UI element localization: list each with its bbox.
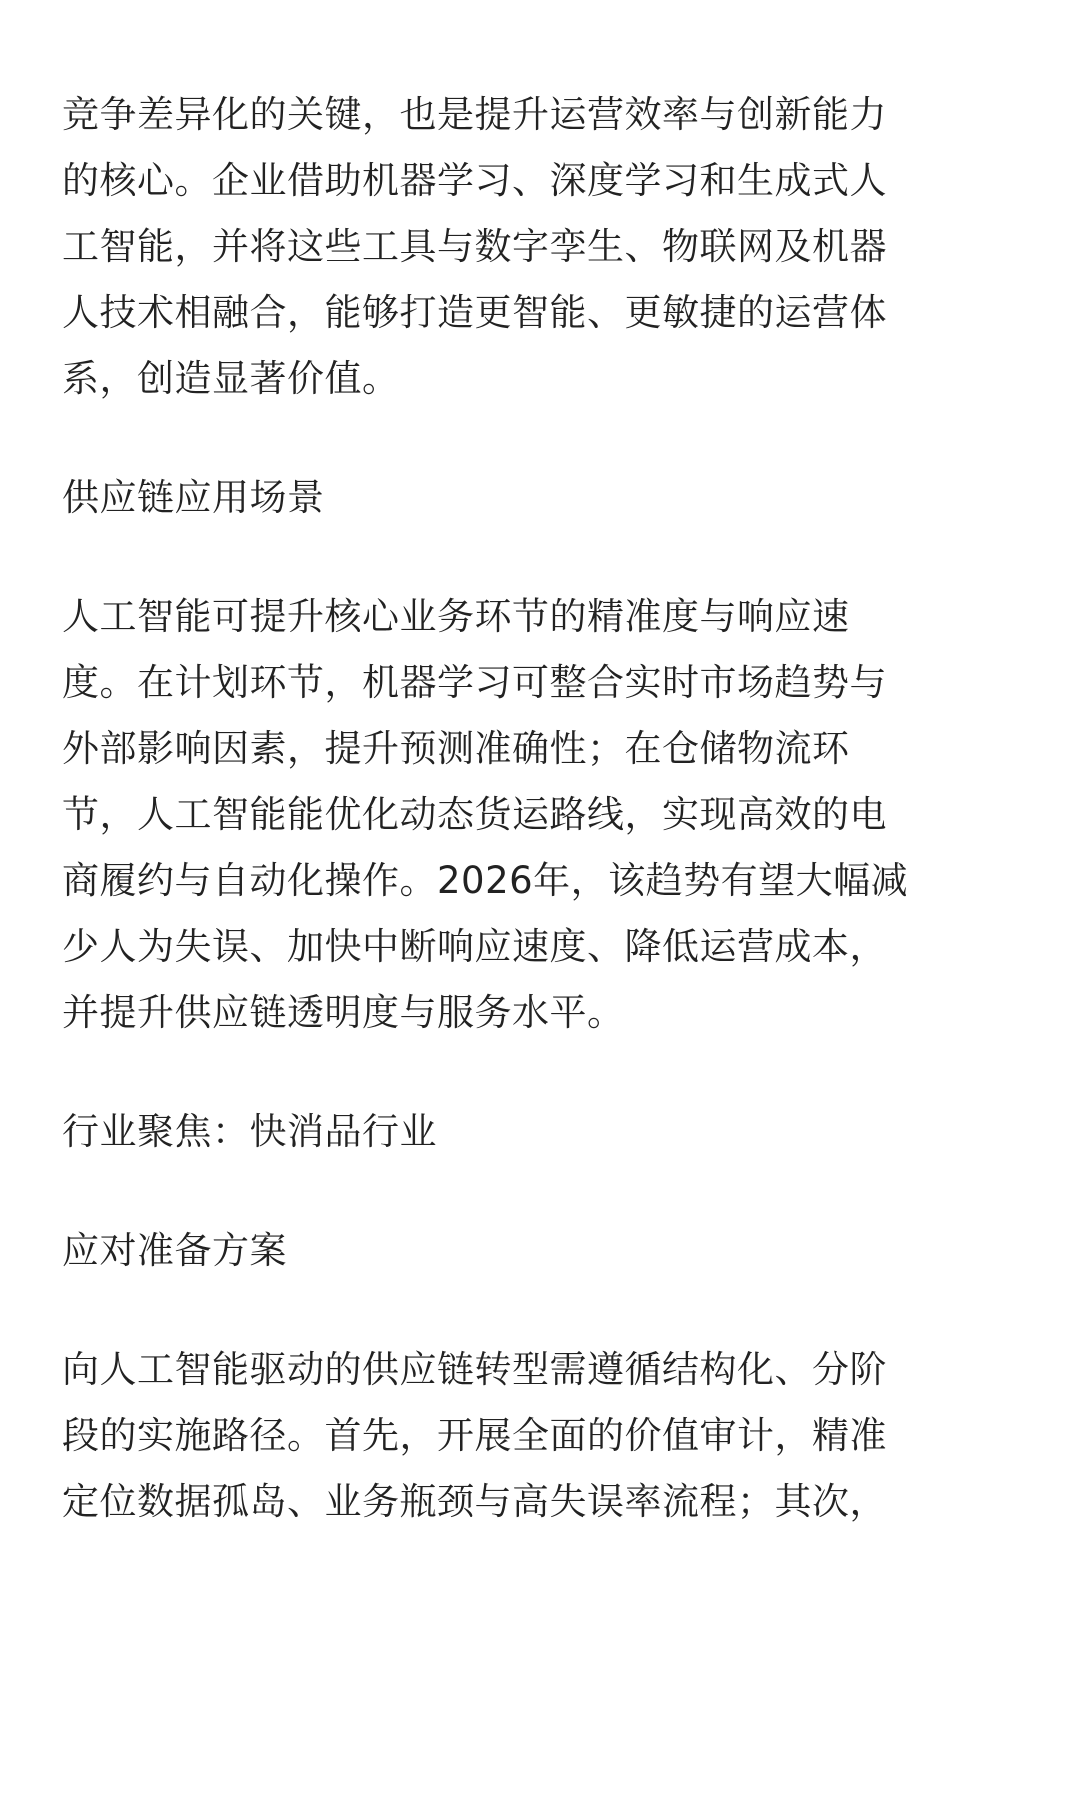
text-line: 工智能，并将这些工具与数字孪生、物联网及机器 — [62, 225, 887, 268]
text-line: 商履约与自动化操作。2026年，该趋势有望大幅减 — [62, 859, 909, 902]
heading-text: 行业聚焦：快消品行业 — [62, 1110, 437, 1153]
text-line: 系，创造显著价值。 — [62, 357, 400, 400]
text-line: 外部影响因素，提升预测准确性；在仓储物流环 — [62, 727, 850, 770]
paragraph-transformation — [62, 1337, 1022, 1535]
article-body — [62, 82, 1022, 1535]
text-line: 段的实施路径。首先，开展全面的价值审计，精准 — [62, 1414, 887, 1457]
paragraph-ai-value — [62, 82, 1022, 412]
text-line: 度。在计划环节，机器学习可整合实时市场趋势与 — [62, 661, 887, 704]
paragraph-supply-chain — [62, 584, 1022, 1046]
text-line: 人技术相融合，能够打造更智能、更敏捷的运营体 — [62, 291, 887, 334]
section-heading-preparation — [62, 1218, 1022, 1284]
text-line: 的核心。企业借助机器学习、深度学习和生成式人 — [62, 159, 887, 202]
text-line: 向人工智能驱动的供应链转型需遵循结构化、分阶 — [62, 1348, 887, 1391]
heading-text: 供应链应用场景 — [62, 476, 325, 519]
section-heading-supply-chain — [62, 465, 1022, 531]
heading-text: 应对准备方案 — [62, 1229, 287, 1272]
section-heading-industry-focus — [62, 1099, 1022, 1165]
text-line: 定位数据孤岛、业务瓶颈与高失误率流程；其次， — [62, 1480, 887, 1523]
text-line: 竞争差异化的关键，也是提升运营效率与创新能力 — [62, 93, 887, 136]
text-line: 人工智能可提升核心业务环节的精准度与响应速 — [62, 595, 850, 638]
text-line: 并提升供应链透明度与服务水平。 — [62, 991, 625, 1034]
text-line: 少人为失误、加快中断响应速度、降低运营成本， — [62, 925, 887, 968]
text-line: 节，人工智能能优化动态货运路线，实现高效的电 — [62, 793, 887, 836]
